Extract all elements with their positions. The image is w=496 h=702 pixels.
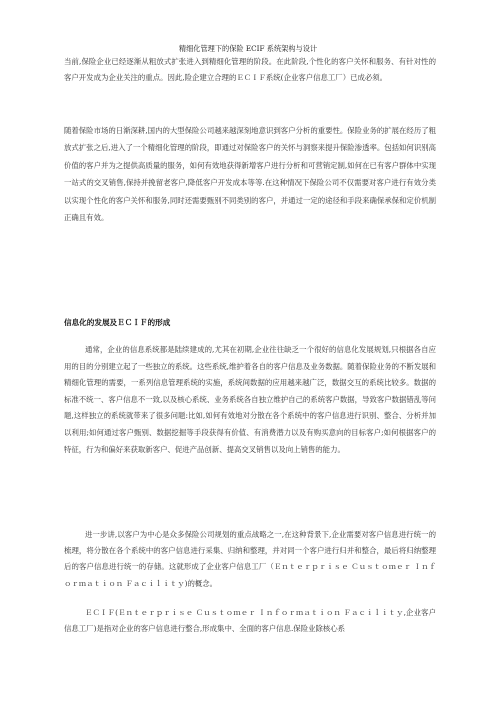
paragraph-intro: 当前,保险企业已经逐渐从粗放式扩张进入到精细化管理的阶段。在此阶段,个性化的客户关怀和服务、有针对性的客户开发成为企业关注的重点。因此,险企建立合理的ＥＣＩＦ系统(企业客户信息工厂）已成必须。 xyxy=(64,57,436,83)
paragraph-ecif-definition: ＥＣＩＦ(Ｅｎｔｅｒｐｒｉｓｅ Ｃｕｓｔｏｍｅｒ Ｉｎｆｏｒｍａｔｉｏｎ Ｆａｃｉｌｉｔｙ,企业客户信息工厂)是指对企业的客户信息进行整合,形成集中、全面的客户信息.保险业除核心系 xyxy=(64,608,436,634)
paragraph-market: 随着保险市场的日渐深耕,国内的大型保险公司越来越深刻地意识到客户分析的重要性。保险业务的扩展在经历了粗放式扩张之后,进入了一个精细化管理的阶段，即通过对保险客户的关怀与洞察来提升保险渗透率。包括如何识别高价值的客户并为之提供高质量的服务，如何有效地获得新增客户进行分析和可营销定制,如何在已有客户群体中实现一站式的交叉销售,保持并挽留老客户,降低客户开发成本等等.在这种情况下保险公司不仅需要对客户进行有效分类以实现个性化的客户关怀和服务,同时还需要甄别不同类别的客户，并通过一定的途径和手段来确保承保和定价机制正确且有效。 xyxy=(64,126,436,223)
document-title: 精细化管理下的保险 ECIF 系统架构与设计 xyxy=(178,44,318,53)
section-heading: 信息化的发展及ＥＣＩＦ的形成 xyxy=(64,318,171,327)
paragraph-customer-centric: 进一步讲,以客户为中心是众多保险公司规划的重点战略之一,在这种背景下,企业需要对客户信息进行统一的梳理，将分散在各个系统中的客户信息进行采集、归纳和整理，并对同一个客户进行归并和整合，最后将归纳整理后的客户信息进行统一的存储。这就形成了企业客户信息工厂（Ｅｎｔｅｒｐｒｉｓｅ Ｃｕｓｔｏｍｅｒ Ｉｎｆｏｒｍａｔｉｏｎ Ｆａｃｉｌｉｔｙ)的概念。 xyxy=(64,530,436,588)
paragraph-info-systems: 通常，企业的信息系统都是陆续建成的,尤其在初期,企业往往缺乏一个很好的信息化发展规划,只根据各自应用的目的分别建立起了一些独立的系统。这些系统,维护着各自的客户信息及业务数据。随着保险业务的不断发展和精细化管理的需要，一系列信息管理系统的实施，系统间数据的应用越来越广泛，数据交互的系统比较多。数据的标准不统一、客户信息不一致,以及核心系统、业务系统各自独立维护自己的系统客户数据，导致客户数据错乱等问题,这样独立的系统就带来了很多问题:比如,如何有效地对分散在各个系统中的客户信息进行识别、整合、分析并加以利用;如何通过客户甄别、数据挖掘等手段获得有价值、有消费潜力以及有购买意向的目标客户;如何根据客户的特征，行为和偏好来获取新客户、促进产品创新、提高交叉销售以及向上销售的能力。 xyxy=(64,345,436,454)
